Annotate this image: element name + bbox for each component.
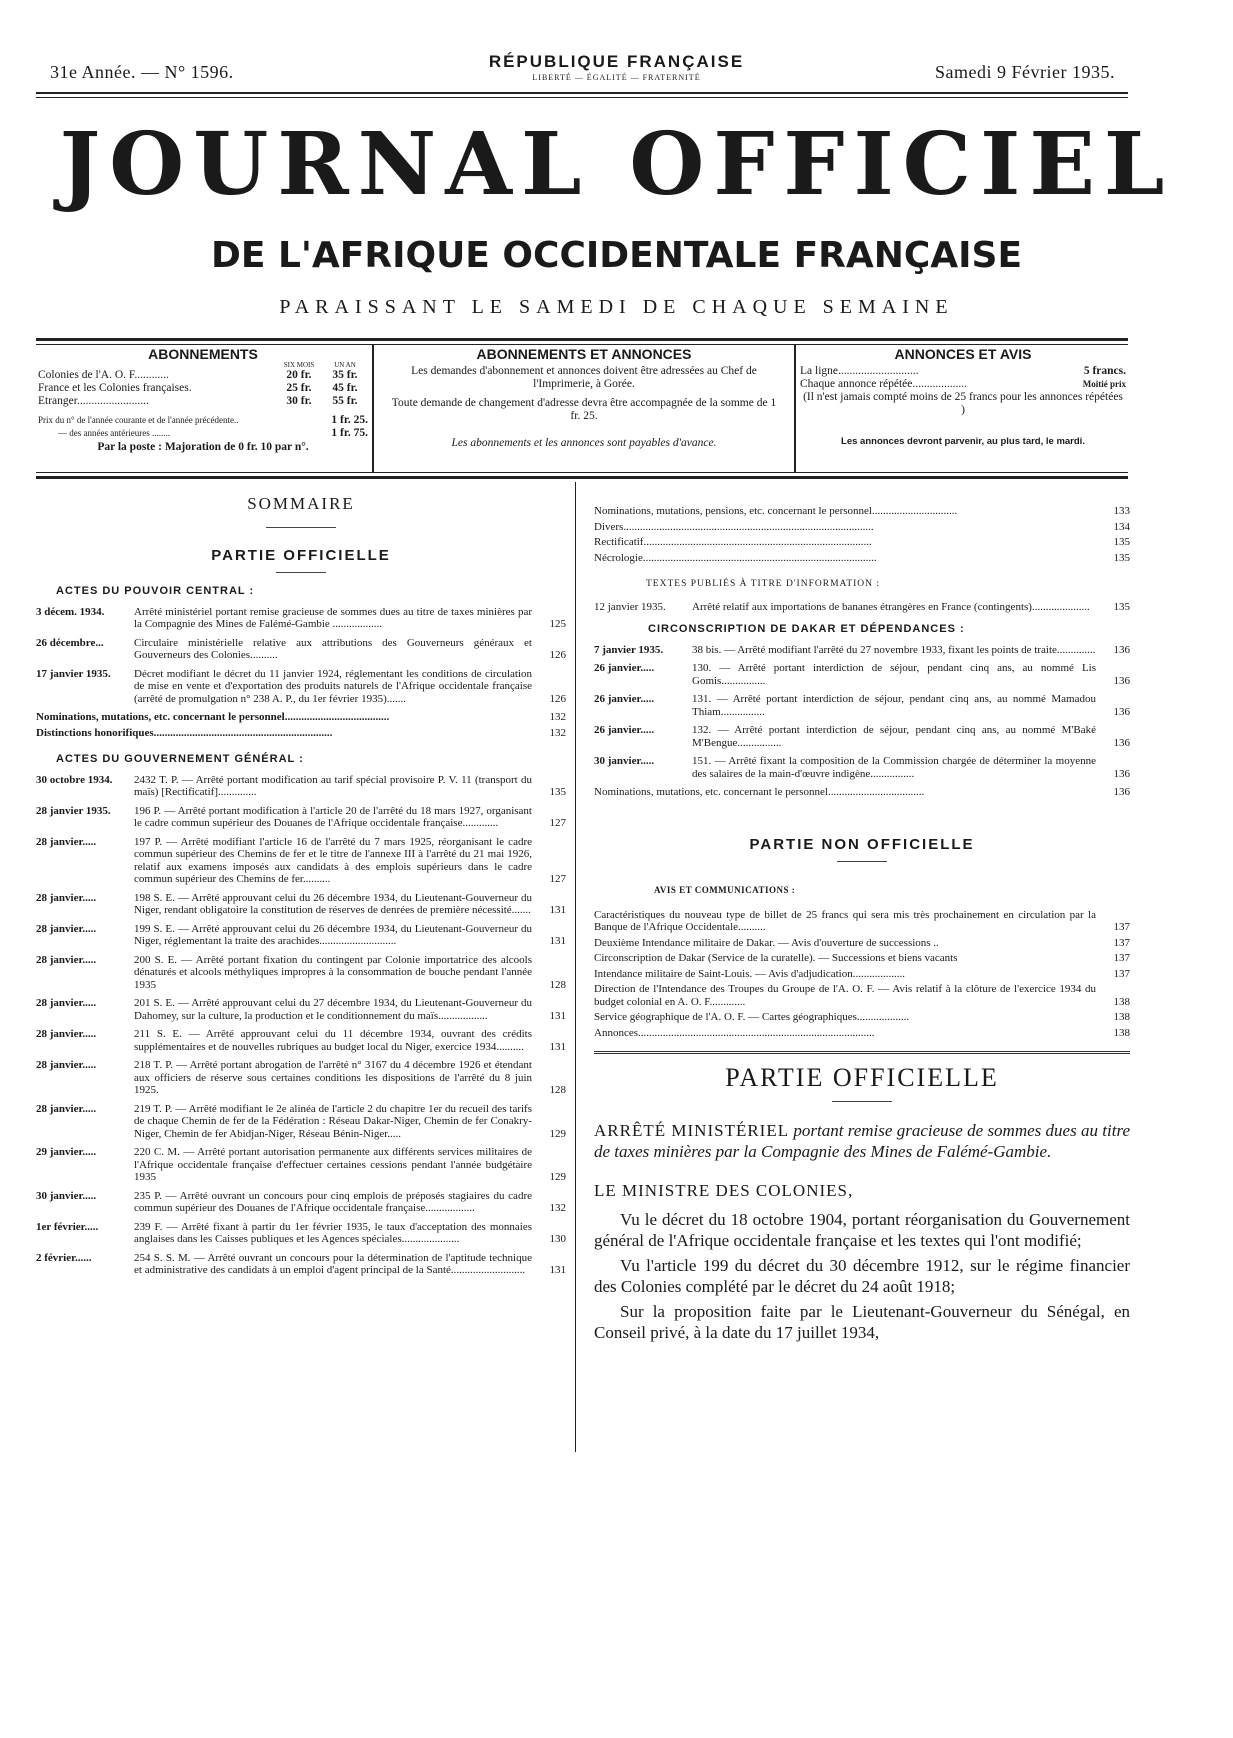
entry-page: 137 <box>1113 936 1130 949</box>
entry-date: 28 janvier..... <box>36 922 97 935</box>
entry-page: 134 <box>1113 520 1130 533</box>
col-six-mois: SIX MOIS <box>283 361 315 369</box>
toc-entry <box>36 954 566 992</box>
entry-text: Arrêté relatif aux importations de bananes étrangères en France (contingents)..................... <box>692 600 1090 613</box>
vu-paragraph-3: Sur la proposition faite par le Lieutenant-Gouverneur du Sénégal, en Conseil privé, à la date du 17 juillet 1934, <box>594 1301 1130 1342</box>
row-label: Etranger......................... <box>38 395 149 407</box>
entry-text: 220 C. M. — Arrêté portant autorisation permanente aux différents services militaires de l'Afrique occidentale française d'effectuer certaines cessions pendant l'année budgétaire 1935 <box>134 1146 532 1183</box>
toc-entry <box>594 662 1130 687</box>
republic-title: RÉPUBLIQUE FRANÇAISE <box>488 52 745 71</box>
central-list <box>36 606 566 706</box>
box-top-rule <box>36 338 1128 341</box>
toc-entry <box>594 601 1130 614</box>
textes-heading: TEXTES PUBLIÉS À TITRE D'INFORMATION : <box>646 579 881 589</box>
subscription-row <box>38 369 368 382</box>
avis-heading: AVIS ET COMMUNICATIONS : <box>654 885 796 895</box>
row-label: France et les Colonies françaises. <box>38 382 192 394</box>
column-divider <box>575 482 576 1452</box>
entry-text: Caractéristiques du nouveau type de billet de 25 francs qui sera mis très prochainement en circulation par la Banque de l'Afrique Occidentale.......... <box>594 908 1096 933</box>
arrete-title: portant remise gracieuse de sommes dues au titre de taxes minières par la Compagnie des Mines de Falémé-Gambie. <box>594 1120 1130 1161</box>
gg-list <box>36 774 566 1277</box>
entry-page: 131 <box>549 1009 566 1022</box>
entry-page: 135 <box>1113 551 1130 564</box>
row-value: 20 fr. <box>286 369 312 381</box>
subscription-ads-heading: ABONNEMENTS ET ANNONCES <box>476 346 692 362</box>
entry-page: 132 <box>549 1202 566 1214</box>
entry-text: Nominations, mutations, etc. concernant le personnel...................................... <box>36 711 390 723</box>
address-change-text: Toute demande de changement d'adresse devra être accompagnée de la somme de 1 fr. 25. <box>391 397 777 422</box>
separator-rule <box>594 1053 1130 1054</box>
entry-date: 28 janvier 1935. <box>36 804 111 817</box>
entry-page: 136 <box>1113 767 1130 780</box>
entry-date: 2 février...... <box>36 1251 92 1264</box>
top-list <box>594 505 1130 564</box>
arrete-heading: ARRÊTÉ MINISTÉRIEL <box>594 1120 790 1140</box>
vu-paragraph-1: Vu le décret du 18 octobre 1904, portant réorganisation du Gouvernement général de l'Afrique occidentale française et les textes qui l'ont modifié; <box>594 1209 1130 1250</box>
repeat-price-label: Chaque annonce répétée................... <box>800 378 968 390</box>
entry-text: 197 P. — Arrêté modifiant l'article 16 de l'arrêté du 7 mars 1925, réorganisant le cadre commun supérieur des Chemins de fer et le titre de l'annexe III à l'arrêté du 21 mai 1926, relatif aux examens imposés aux candidats à des emplois supérieurs dans le cadre commun supérieur des Chemins de fer.......... <box>134 835 532 885</box>
deadline-note: Les annonces devront parvenir, au plus tard, le mardi. <box>841 436 1085 447</box>
toc-entry <box>36 805 566 830</box>
postage-note: Par la poste : Majoration de 0 fr. 10 par n°. <box>97 441 309 453</box>
entry-text: Nominations, mutations, etc. concernant le personnel................................... <box>594 786 925 798</box>
box-top-rule-thin <box>36 344 1128 345</box>
toc-entry <box>36 997 566 1022</box>
toc-entry <box>36 1252 566 1277</box>
entry-page: 129 <box>549 1127 566 1140</box>
entry-date: 26 janvier..... <box>594 662 655 674</box>
toc-entry <box>594 536 1130 549</box>
announcements-box <box>800 348 1126 468</box>
left-column <box>36 494 566 1283</box>
subscription-ads-box <box>378 348 790 468</box>
toc-entry <box>36 1146 566 1184</box>
entry-date: 12 janvier 1935. <box>594 600 666 613</box>
row-value: 25 fr. <box>286 382 312 394</box>
toc-entry <box>36 1028 566 1053</box>
box-bottom-rule-thick <box>36 476 1128 479</box>
dakar-heading: CIRCONSCRIPTION DE DAKAR ET DÉPENDANCES : <box>648 623 965 635</box>
toc-entry <box>36 637 566 662</box>
sommaire-rule <box>266 527 336 528</box>
line-price-row <box>800 365 1126 378</box>
toc-entry <box>594 968 1130 981</box>
row-value: 55 fr. <box>332 395 358 407</box>
toc-entry <box>36 892 566 917</box>
republic-motto: LIBERTÉ — ÉGALITÉ — FRATERNITÉ <box>532 73 701 82</box>
line-price-label: La ligne............................ <box>800 365 919 377</box>
toc-entry <box>36 1059 566 1097</box>
entry-page: 125 <box>549 618 566 630</box>
entry-text: Service géographique de l'A. O. F. — Cartes géographiques................... <box>594 1011 910 1023</box>
entry-text: 38 bis. — Arrêté modifiant l'arrêté du 27 novembre 1933, fixant les points de traite.............. <box>692 643 1096 656</box>
entry-date: 28 janvier..... <box>36 1059 97 1071</box>
toc-entry <box>594 552 1130 565</box>
entry-text: Circulaire ministérielle relative aux attributions des Gouverneurs généraux et Gouverneurs des Colonies.......... <box>134 636 532 661</box>
price-row <box>38 427 368 440</box>
toc-entry <box>36 1221 566 1246</box>
minister-line: LE MINISTRE DES COLONIES, <box>594 1180 854 1200</box>
col-un-an: UN AN <box>334 361 356 369</box>
repeat-price-row <box>800 378 1126 391</box>
entry-page: 127 <box>549 873 566 885</box>
price-row <box>38 414 368 427</box>
price-label: Prix du n° de l'année courante et de l'année précédente.. <box>38 415 239 425</box>
entry-text: 196 P. — Arrêté portant modification à l'article 20 de l'arrêté du 18 mars 1927, organisant le cadre commun supérieur des Douanes de l'Afrique occidentale française............. <box>134 804 532 829</box>
entry-text: Direction de l'Intendance des Troupes du Groupe de l'A. O. F. — Avis relatif à la clôture de l'exercice 1934 du budget colonial en A. O. F............. <box>594 983 1096 1008</box>
entry-text: 151. — Arrêté fixant la composition de la Commission chargée de déterminer la moyenne des salaires de la main-d'œuvre indigène................ <box>692 755 1096 780</box>
journal-subtitle: DE L'AFRIQUE OCCIDENTALE FRANÇAISE <box>210 235 1023 276</box>
entry-date: 28 janvier..... <box>36 997 97 1009</box>
entry-text: Intendance militaire de Saint-Louis. — Avis d'adjudication................... <box>594 967 905 980</box>
toc-entry <box>594 909 1130 934</box>
repeat-price-value: Moitié prix <box>1082 379 1126 389</box>
entry-page: 135 <box>1113 536 1130 548</box>
entry-page: 131 <box>549 1264 566 1276</box>
entry-date: 3 décem. 1934. <box>36 605 105 618</box>
entry-page: 136 <box>1113 786 1130 798</box>
partie-officielle-title: PARTIE OFFICIELLE <box>725 1063 999 1092</box>
entry-text: 132. — Arrêté portant interdiction de séjour, pendant cinq ans, au nommé M'Baké M'Bengue................ <box>692 724 1096 749</box>
entry-date: 28 janvier..... <box>36 891 97 904</box>
entry-page: 128 <box>549 978 566 991</box>
entry-page: 137 <box>1113 921 1130 933</box>
subscription-rows <box>38 369 368 408</box>
dakar-list <box>594 644 1130 781</box>
entry-text: Nécrologie..................................................................................... <box>594 551 877 564</box>
partie-rule <box>276 572 326 573</box>
central-power-heading: ACTES DU POUVOIR CENTRAL : <box>56 585 255 597</box>
line-price-value: 5 francs. <box>1083 365 1126 377</box>
row-value: 45 fr. <box>332 382 358 394</box>
minimum-note: (Il n'est jamais compté moins de 25 francs pour les annonces répétées ) <box>803 391 1123 416</box>
entry-page: 131 <box>549 935 566 947</box>
entry-page: 131 <box>549 904 566 916</box>
entry-text: Arrêté ministériel portant remise gracieuse de sommes dues au titre de taxes minières par la Compagnie des Mines de Falémé-Gambie .................. <box>134 605 532 630</box>
toc-entry <box>594 505 1130 518</box>
price-value: 1 fr. 75. <box>331 427 368 439</box>
entry-page: 126 <box>549 649 566 661</box>
entry-date: 28 janvier..... <box>36 835 97 848</box>
entry-page: 132 <box>549 726 566 739</box>
toc-entry <box>594 1011 1130 1024</box>
toc-entry <box>594 983 1130 1008</box>
entry-text: 130. — Arrêté portant interdiction de séjour, pendant cinq ans, au nommé Lis Gomis................ <box>692 662 1096 687</box>
header-rule-thin <box>36 97 1128 98</box>
toc-entry <box>594 644 1130 657</box>
toc-entry <box>36 711 566 724</box>
sommaire-title: SOMMAIRE <box>247 494 355 513</box>
entry-page: 138 <box>1113 995 1130 1008</box>
row-label: Colonies de l'A. O. F............ <box>38 369 169 381</box>
entry-text: Divers........................................................................................... <box>594 520 874 533</box>
partie2-rule <box>832 1101 892 1102</box>
toc-entry <box>594 1027 1130 1040</box>
entry-text: Circonscription de Dakar (Service de la curatelle). — Successions et biens vacants <box>594 952 958 964</box>
issue-number: 31e Année. — N° 1596. <box>50 62 234 82</box>
entry-text: 219 T. P. — Arrêté modifiant le 2e alinéa de l'article 2 du chapitre 1er du recueil des tarifs de chaque Chemin de fer de la Fédération : Réseau Dakar-Niger, Chemin de fer Conakry-Niger, Chemin de fer Abidjan-Niger, Réseau Bénin-Niger..... <box>134 1102 532 1140</box>
toc-entry <box>36 606 566 631</box>
journal-tagline: PARAISSANT LE SAMEDI DE CHAQUE SEMAINE <box>279 296 954 318</box>
vu-paragraph-2: Vu l'article 199 du décret du 30 décembre 1912, sur le régime financier des Colonies complété par le décret du 24 août 1918; <box>594 1255 1130 1296</box>
gov-general-heading: ACTES DU GOUVERNEMENT GÉNÉRAL : <box>56 753 304 765</box>
price-label: — des années antérieures ........ <box>58 428 170 438</box>
entry-page: 138 <box>1113 1011 1130 1023</box>
box-bottom-rule <box>36 472 1128 473</box>
entry-page: 129 <box>549 1171 566 1183</box>
toc-entry <box>594 724 1130 749</box>
subscription-ads-text: Les demandes d'abonnement et annonces doivent être adressées au Chef de l'Imprimerie, à Gorée. <box>411 365 757 390</box>
entry-text: Annonces...................................................................................... <box>594 1026 875 1039</box>
entry-text: 254 S. S. M. — Arrêté ouvrant un concours pour la détermination de l'aptitude technique et administrative des candidats à un emploi d'agent principal de la Santé........................... <box>134 1251 532 1276</box>
subscription-row <box>38 395 368 408</box>
entry-page: 136 <box>1113 705 1130 718</box>
entry-date: 30 octobre 1934. <box>36 773 113 786</box>
non-off-rule <box>837 861 887 862</box>
entry-date: 7 janvier 1935. <box>594 643 664 656</box>
entry-date: 28 janvier..... <box>36 1028 97 1040</box>
entry-page: 138 <box>1113 1026 1130 1039</box>
entry-text: Distinctions honorifiques................................................................. <box>36 726 333 739</box>
journal-title: JOURNAL OFFICIEL <box>59 114 1174 215</box>
toc-entry <box>36 1103 566 1141</box>
entry-page: 126 <box>549 692 566 705</box>
toc-entry <box>594 755 1130 780</box>
payment-note: Les abonnements et les annonces sont payables d'avance. <box>451 437 717 449</box>
entry-text: 200 S. E. — Arrêté portant fixation du contingent par Colonie importatrice des alcools dénaturés et alcools méthyliques impropres à la consommation de bouche pendant l'année 1935 <box>134 953 532 991</box>
entry-page: 136 <box>1113 674 1130 687</box>
entry-date: 26 janvier..... <box>594 724 655 736</box>
entry-date: 30 janvier..... <box>36 1189 97 1202</box>
entry-page: 131 <box>549 1040 566 1053</box>
box-divider <box>794 345 796 473</box>
avis-list <box>594 909 1130 1040</box>
row-value: 35 fr. <box>332 369 358 381</box>
entry-date: 29 janvier..... <box>36 1146 97 1158</box>
header-rule <box>36 92 1128 94</box>
entry-page: 130 <box>549 1233 566 1245</box>
entry-text: 235 P. — Arrêté ouvrant un concours pour cinq emplois de préposés stagiaires du cadre commun supérieur des Douanes de l'Afrique occidentale française.................. <box>134 1189 532 1214</box>
toc-entry <box>594 693 1130 718</box>
toc-entry <box>36 923 566 948</box>
toc-entry <box>594 521 1130 534</box>
toc-entry <box>36 836 566 886</box>
entry-text: 199 S. E. — Arrêté approuvant celui du 26 décembre 1934, du Lieutenant-Gouverneur du Niger, réglementant la traite des arachides............................ <box>134 922 532 947</box>
entry-date: 30 janvier..... <box>594 755 655 767</box>
entry-date: 1er février..... <box>36 1220 99 1233</box>
toc-entry <box>594 952 1130 965</box>
subscription-box <box>38 348 368 468</box>
toc-entry <box>36 1190 566 1215</box>
entry-text: 131. — Arrêté portant interdiction de séjour, pendant cinq ans, au nommé Mamadou Thiam................ <box>692 693 1096 718</box>
entry-text: 218 T. P. — Arrêté portant abrogation de l'arrêté n° 3167 du 4 décembre 1926 et étendant aux officiers de réserve sous certaines conditions les dispositions de l'arrêté du 8 juin 1925. <box>134 1059 532 1096</box>
entry-page: 132 <box>549 711 566 723</box>
entry-page: 128 <box>549 1084 566 1096</box>
toc-entry <box>594 786 1130 799</box>
entry-text: 201 S. E. — Arrêté approuvant celui du 27 décembre 1934, du Lieutenant-Gouverneur du Dahomey, sur la culture, la production et le conditionnement du maïs.................. <box>134 997 532 1022</box>
partie-non-officielle-heading: PARTIE NON OFFICIELLE <box>749 835 975 853</box>
entry-page: 135 <box>1113 600 1130 613</box>
toc-entry <box>594 937 1130 950</box>
entry-page: 137 <box>1113 952 1130 964</box>
entry-text: Décret modifiant le décret du 11 janvier 1924, réglementant les conditions de circulation de mise en vente et d'exportation des produits naturels de l'Afrique occidentale française (arrêté de promulgation n° 238 A. P., du 1er février 1935)....... <box>134 667 532 705</box>
entry-text: Rectificatif................................................................................... <box>594 536 872 548</box>
separator-rule <box>594 1051 1130 1052</box>
row-value: 30 fr. <box>286 395 312 407</box>
entry-page: 136 <box>1113 643 1130 656</box>
entry-page: 137 <box>1113 967 1130 980</box>
entry-page: 135 <box>549 786 566 798</box>
entry-page: 127 <box>549 817 566 829</box>
announcements-heading: ANNONCES ET AVIS <box>894 346 1032 362</box>
toc-entry <box>36 668 566 706</box>
toc-entry <box>36 727 566 740</box>
entry-date: 28 janvier..... <box>36 1102 97 1115</box>
entry-page: 136 <box>1113 736 1130 749</box>
entry-text: Nominations, mutations, pensions, etc. concernant le personnel............................... <box>594 505 958 517</box>
entry-page: 133 <box>1113 505 1130 517</box>
box-divider <box>372 345 374 473</box>
toc-entry <box>36 774 566 799</box>
right-column <box>594 505 1130 1343</box>
entry-text: 2432 T. P. — Arrêté portant modification au tarif spécial provisoire P. V. 11 (transport du maïs) [Rectificatif].............. <box>134 773 532 798</box>
arrete-block <box>594 1120 1130 1162</box>
entry-text: 211 S. E. — Arrêté approuvant celui du 11 décembre 1934, ouvrant des crédits supplémentaires et de nouvelles rubriques au budget local du Niger, exercice 1934.......... <box>134 1028 532 1053</box>
entry-text: Deuxième Intendance militaire de Dakar. — Avis d'ouverture de successions .. <box>594 936 939 949</box>
price-value: 1 fr. 25. <box>331 414 368 426</box>
entry-text: 198 S. E. — Arrêté approuvant celui du 26 décembre 1934, du Lieutenant-Gouverneur du Niger, rendant obligatoire la constitution de réserves de denrées de première nécessité....... <box>134 891 532 916</box>
issue-date: Samedi 9 Février 1935. <box>935 62 1115 82</box>
subscription-row <box>38 382 368 395</box>
entry-text: 239 F. — Arrêté fixant à partir du 1er février 1935, le taux d'acceptation des monnaies anglaises dans les Caisses publiques et les Agences spéciales..................... <box>134 1220 532 1245</box>
entry-date: 26 décembre... <box>36 636 104 649</box>
partie-officielle-heading: PARTIE OFFICIELLE <box>211 546 391 564</box>
entry-date: 17 janvier 1935. <box>36 667 111 680</box>
subscription-heading: ABONNEMENTS <box>148 346 258 362</box>
entry-date: 28 janvier..... <box>36 953 97 966</box>
entry-date: 26 janvier..... <box>594 693 655 705</box>
